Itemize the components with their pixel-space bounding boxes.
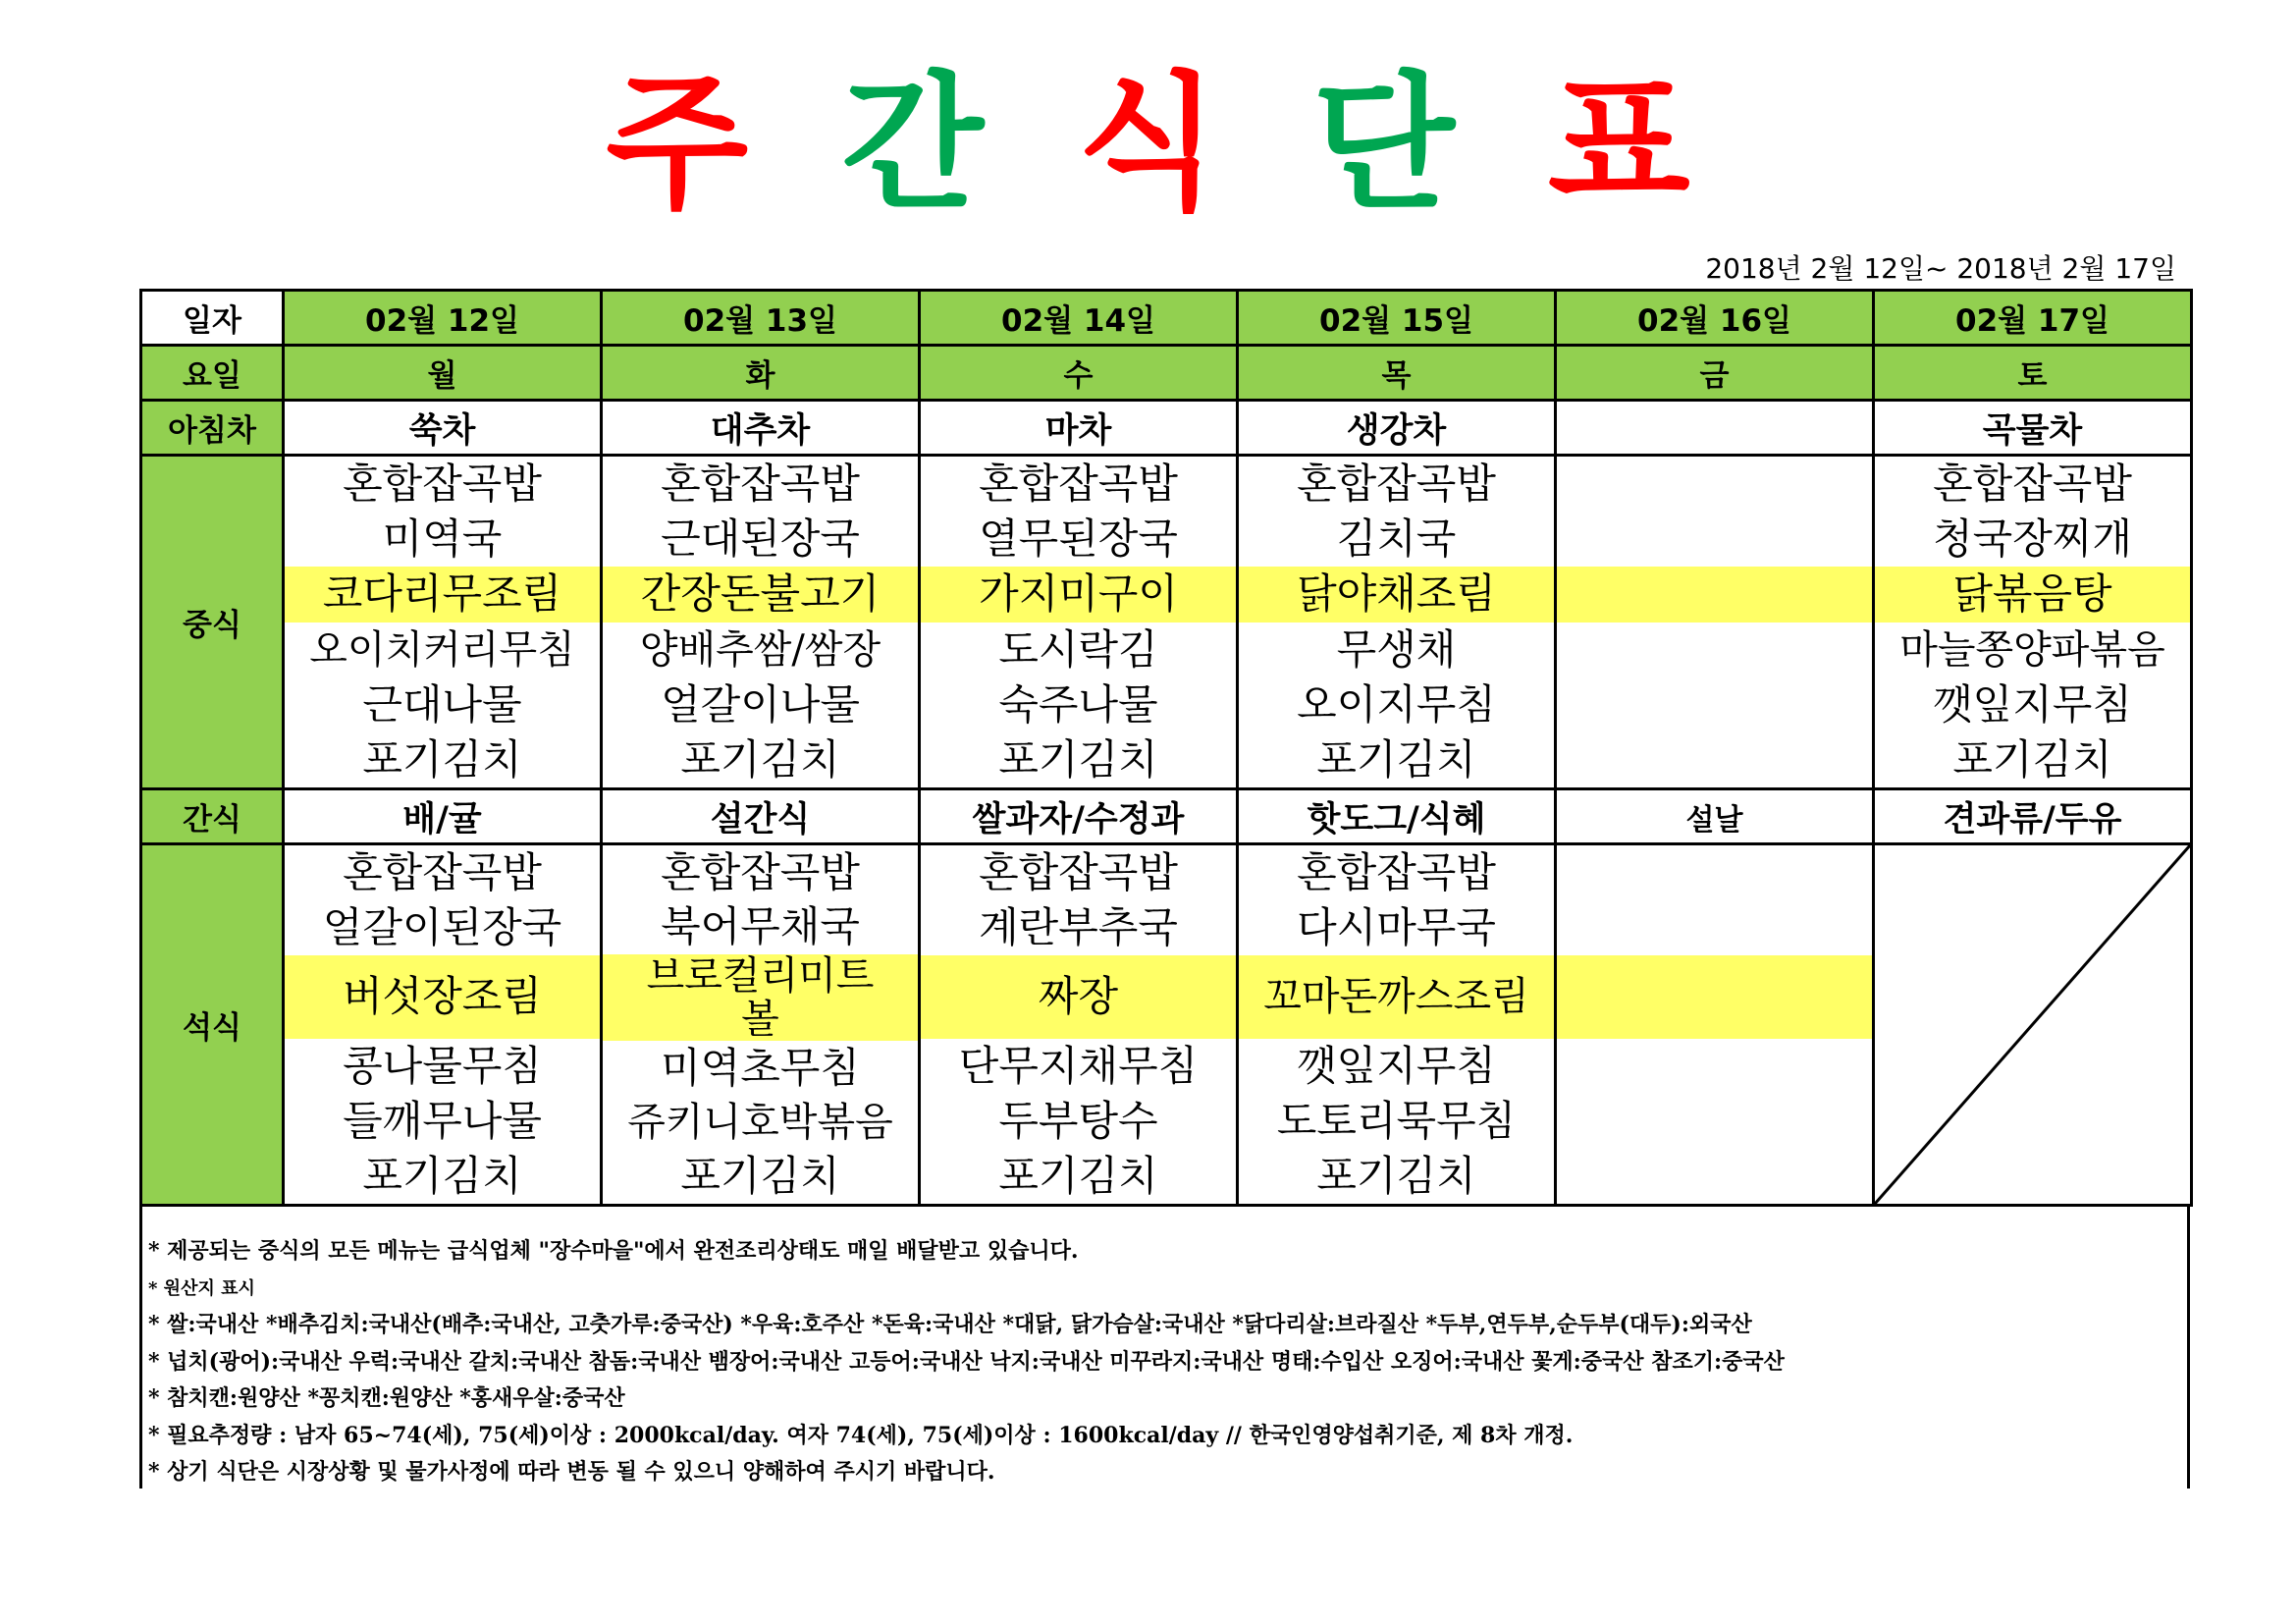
menu-item: 북어무채국 (661, 902, 860, 951)
date-cell: 02월 13일 (602, 291, 920, 346)
dinner-cell (602, 844, 920, 1206)
menu-item: 열무된장국 (979, 514, 1178, 564)
title-char: 식 (1077, 59, 1219, 230)
snack-cell: 핫도그/식혜 (1238, 789, 1556, 844)
menu-item: 혼합잡곡밥 (343, 848, 542, 897)
snack-row (141, 789, 2192, 844)
row-label-snack: 간식 (141, 789, 284, 844)
note-line: * 참치캔:원양산 *꽁치캔:원양산 *홍새우살:중국산 (148, 1385, 625, 1411)
row-label-tea: 아침차 (141, 401, 284, 456)
dinner-cell (1238, 844, 1556, 1206)
weekday-cell: 월 (284, 346, 602, 401)
highlight-band (1557, 567, 1872, 622)
weekday-cell: 금 (1556, 346, 1874, 401)
menu-item: 오이지무침 (1297, 679, 1496, 729)
note-line: * 넙치(광어):국내산 우럭:국내산 갈치:국내산 참돔:국내산 뱀장어:국내산 고등어:국내산 낙지:국내산 미꾸라지:국내산 명태:수입산 오징어:국내산 꽃게:중국산 참조기:중국산 (148, 1348, 1785, 1375)
snack-cell: 설간식 (602, 789, 920, 844)
menu-item: 청국장찌개 (1933, 514, 2132, 564)
tea-cell: 생강차 (1238, 401, 1556, 456)
menu-item-highlight: 닭볶음탕 (1875, 567, 2190, 622)
dinner-cell (284, 844, 602, 1206)
menu-item-highlight: 버섯장조림 (285, 955, 600, 1038)
menu-item: 혼합잡곡밥 (661, 847, 860, 896)
menu-item: 얼갈이된장국 (322, 903, 562, 952)
lunch-cell (1874, 456, 2192, 789)
lunch-cell (920, 456, 1238, 789)
menu-item: 포기김치 (998, 1151, 1158, 1200)
menu-item: 포기김치 (1316, 734, 1476, 784)
note-line: * 원산지 표시 (148, 1277, 255, 1299)
menu-item: 쥬키니호박볶음 (627, 1099, 893, 1145)
weekday-cell: 수 (920, 346, 1238, 401)
date-cell: 02월 15일 (1238, 291, 1556, 346)
date-range: 2018년 2월 12일~ 2018년 2월 17일 (1705, 252, 2176, 285)
note-line: * 필요추정량 : 남자 65~74(세), 75(세)이상 : 2000kcal/day. 여자 74(세), 75(세)이상 : 1600kcal/day // 한국인영양섭취기준, 제 8차 개정. (148, 1422, 1574, 1448)
title-char: 간 (841, 59, 985, 230)
menu-item: 두부탕수 (998, 1096, 1158, 1145)
date-row (141, 291, 2192, 346)
menu-item: 포기김치 (362, 1151, 522, 1200)
row-label-dinner: 석식 (141, 844, 284, 1206)
menu-item: 혼합잡곡밥 (1297, 460, 1496, 509)
tea-cell (1556, 401, 1874, 456)
menu-item: 포기김치 (680, 1152, 840, 1201)
snack-cell: 쌀과자/수정과 (920, 789, 1238, 844)
title-char: 주 (606, 59, 749, 230)
highlight-band (1557, 955, 1872, 1038)
menu-item: 미역국 (382, 514, 503, 564)
weekday-cell: 토 (1874, 346, 2192, 401)
menu-item: 포기김치 (1952, 734, 2112, 784)
menu-item-highlight (603, 954, 918, 1041)
snack-cell: 설날 (1556, 789, 1874, 844)
menu-item: 미역초무침 (661, 1043, 860, 1092)
dinner-row (141, 844, 2192, 1206)
lunch-cell (1238, 456, 1556, 789)
dinner-cell-empty (1556, 844, 1874, 1206)
weekday-cell: 목 (1238, 346, 1556, 401)
menu-item: 얼갈이나물 (661, 679, 860, 729)
menu-item: 마늘쫑양파볶음 (1899, 626, 2165, 673)
menu-table (139, 289, 2193, 1207)
menu-item: 혼합잡곡밥 (979, 460, 1178, 509)
date-cell: 02월 17일 (1874, 291, 2192, 346)
menu-item: 콩나물무침 (343, 1041, 542, 1090)
menu-item: 혼합잡곡밥 (1297, 848, 1496, 897)
dinner-cell-crossed (1874, 844, 2192, 1206)
menu-item-highlight: 짜장 (921, 955, 1236, 1038)
menu-item: 다시마무국 (1297, 903, 1496, 952)
row-label-lunch: 중식 (141, 456, 284, 789)
row-label-date: 일자 (141, 291, 284, 346)
date-cell: 02월 16일 (1556, 291, 1874, 346)
tea-cell: 마차 (920, 401, 1238, 456)
menu-item: 무생채 (1336, 624, 1457, 674)
page-title (0, 61, 2296, 228)
menu-item: 근대나물 (362, 679, 522, 729)
menu-item: 단무지채무침 (958, 1041, 1199, 1090)
menu-item: 깻잎지무침 (1297, 1041, 1496, 1090)
menu-item-highlight: 코다리무조림 (285, 567, 600, 622)
menu-item: 포기김치 (998, 734, 1158, 784)
menu-item: 혼합잡곡밥 (1933, 460, 2132, 509)
menu-item-part: 볼 (741, 996, 779, 1042)
notes-section (139, 1204, 2190, 1489)
weekday-cell: 화 (602, 346, 920, 401)
title-char: 표 (1547, 59, 1690, 230)
note-line: * 제공되는 중식의 모든 메뉴는 급식업체 "장수마을"에서 완전조리상태도 매일 배달받고 있습니다. (148, 1238, 1079, 1264)
lunch-cell (602, 456, 920, 789)
menu-item: 도토리묵무침 (1276, 1096, 1517, 1145)
menu-item: 양배추쌈/쌈장 (639, 626, 881, 673)
menu-item: 혼합잡곡밥 (979, 848, 1178, 897)
tea-cell: 대추차 (602, 401, 920, 456)
menu-item: 포기김치 (1316, 1151, 1476, 1200)
row-label-day: 요일 (141, 346, 284, 401)
title-char: 단 (1311, 59, 1455, 230)
note-line: * 쌀:국내산 *배추김치:국내산(배추:국내산, 고춧가루:중국산) *우육:호주산 *돈육:국내산 *대닭, 닭가슴살:국내산 *닭다리살:브라질산 *두부,연두부,순두부(대두):외국산 (148, 1312, 1752, 1337)
snack-cell: 배/귤 (284, 789, 602, 844)
menu-item: 포기김치 (362, 734, 522, 784)
menu-item-part: 브로컬리미트 (646, 952, 875, 999)
menu-item: 숙주나물 (998, 679, 1158, 729)
menu-item-highlight: 가지미구이 (921, 567, 1236, 622)
menu-item: 깻잎지무침 (1933, 679, 2132, 729)
snack-cell: 견과류/두유 (1874, 789, 2192, 844)
menu-item: 포기김치 (680, 734, 840, 784)
dinner-cell (920, 844, 1238, 1206)
menu-item: 오이치커리무침 (309, 626, 575, 673)
menu-item: 도시락김 (998, 624, 1158, 674)
menu-item-highlight: 닭야채조림 (1239, 567, 1554, 622)
menu-item: 혼합잡곡밥 (661, 460, 860, 509)
note-line: * 상기 식단은 시장상황 및 물가사정에 따라 변동 될 수 있으니 양해하여 주시기 바랍니다. (148, 1459, 995, 1485)
date-cell: 02월 12일 (284, 291, 602, 346)
tea-cell: 곡물차 (1874, 401, 2192, 456)
menu-item: 들깨무나물 (343, 1096, 542, 1145)
date-cell: 02월 14일 (920, 291, 1238, 346)
tea-cell: 쑥차 (284, 401, 602, 456)
lunch-cell-empty (1556, 456, 1874, 789)
diagonal-strike (1875, 845, 2190, 1204)
menu-item-highlight: 간장돈불고기 (603, 567, 918, 622)
lunch-cell (284, 456, 602, 789)
tea-row (141, 401, 2192, 456)
menu-item: 혼합잡곡밥 (343, 460, 542, 509)
menu-item-highlight: 꼬마돈까스조림 (1239, 955, 1554, 1038)
weekday-row (141, 346, 2192, 401)
menu-item: 계란부추국 (979, 903, 1178, 952)
menu-item: 근대된장국 (661, 514, 860, 564)
lunch-row (141, 456, 2192, 789)
menu-item: 김치국 (1336, 514, 1457, 564)
